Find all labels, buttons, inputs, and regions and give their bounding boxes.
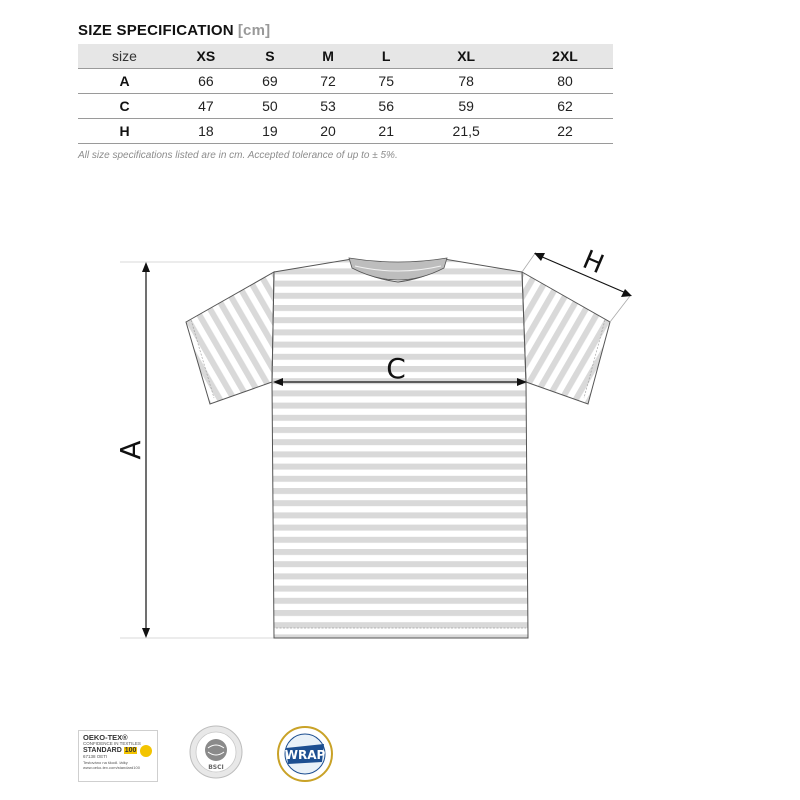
- row-label: H: [78, 119, 171, 144]
- table-cell: 62: [517, 94, 613, 119]
- header-cell: L: [357, 44, 415, 69]
- header-cell: size: [78, 44, 171, 69]
- row-label: A: [78, 69, 171, 94]
- oeko-tex-standard: STANDARD 100: [83, 747, 137, 754]
- row-label: C: [78, 94, 171, 119]
- table-cell: 80: [517, 69, 613, 94]
- table-cell: 21,5: [415, 119, 517, 144]
- header-cell: 2XL: [517, 44, 613, 69]
- header-cell: XS: [171, 44, 241, 69]
- label-h: H: [578, 245, 608, 281]
- oeko-tex-brand: OEKO-TEX®: [83, 733, 128, 742]
- label-c: C: [386, 352, 406, 385]
- shirt-body: [270, 255, 532, 641]
- bsci-logo: [188, 724, 244, 780]
- table-cell: 53: [299, 94, 357, 119]
- right-sleeve: [520, 260, 620, 410]
- table-cell: 72: [299, 69, 357, 94]
- title-text: SIZE SPECIFICATION: [78, 22, 234, 39]
- oeko-tex-tested: Testováno na škodl. látky: [83, 760, 128, 765]
- table-cell: 56: [357, 94, 415, 119]
- left-sleeve: [180, 260, 280, 410]
- table-cell: 22: [517, 119, 613, 144]
- table-cell: 19: [241, 119, 299, 144]
- header-cell: M: [299, 44, 357, 69]
- wrap-text: WRAP: [284, 748, 326, 762]
- label-a: A: [114, 440, 147, 460]
- table-cell: 69: [241, 69, 299, 94]
- table-cell: 66: [171, 69, 241, 94]
- table-cell: 20: [299, 119, 357, 144]
- oeko-tex-tagline: CONFIDENCE IN TEXTILES: [83, 741, 141, 746]
- title-unit: [cm]: [237, 22, 271, 39]
- table-cell: 75: [357, 69, 415, 94]
- bsci-text: BSCI: [208, 764, 224, 771]
- globe-icon: [205, 739, 227, 761]
- oeko-tex-code: 67138 OETI: [83, 754, 108, 759]
- header-cell: XL: [415, 44, 517, 69]
- measure-a: [114, 262, 150, 638]
- oeko-tex-url: www.oeko-tex.com/standard100: [83, 765, 140, 770]
- sun-icon: [140, 745, 152, 757]
- oeko-tex-logo: [78, 730, 158, 782]
- wrap-logo: [274, 724, 336, 784]
- table-cell: 78: [415, 69, 517, 94]
- table-cell: 59: [415, 94, 517, 119]
- table-cell: 47: [171, 94, 241, 119]
- header-cell: S: [241, 44, 299, 69]
- table-cell: 18: [171, 119, 241, 144]
- tolerance-note: All size specifications listed are in cm. Accepted tolerance of up to ± 5%.: [78, 150, 398, 161]
- table-cell: 21: [357, 119, 415, 144]
- table-cell: 50: [241, 94, 299, 119]
